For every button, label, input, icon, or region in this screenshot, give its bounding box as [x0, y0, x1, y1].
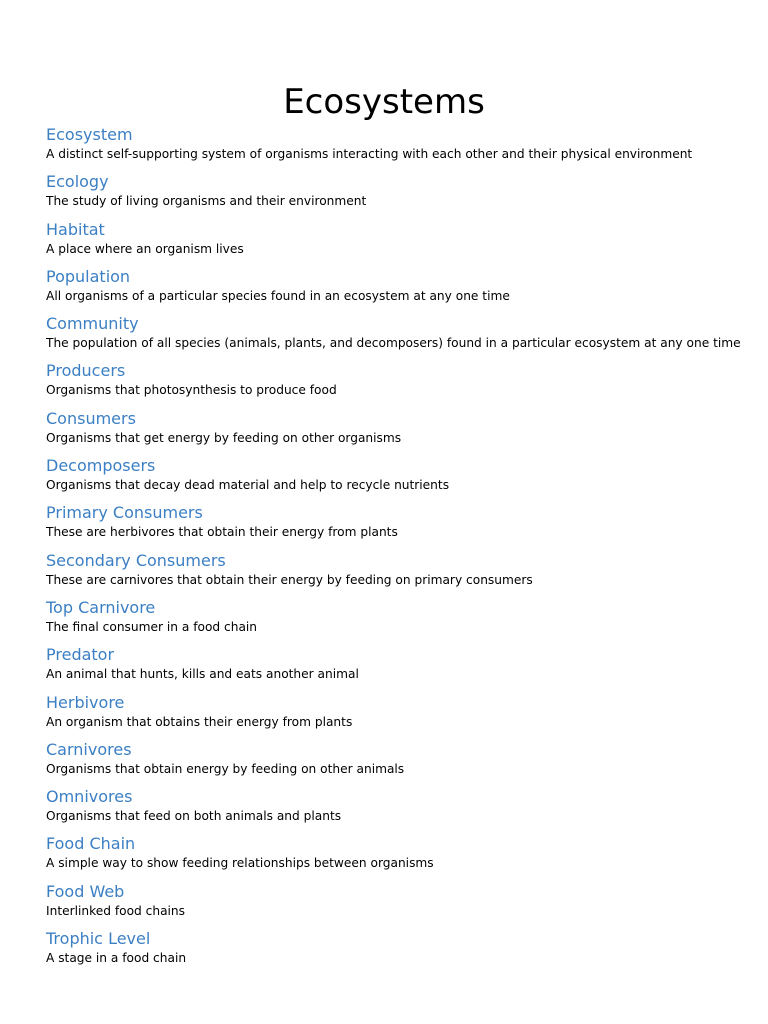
glossary-entry-ecosystem	[46, 125, 746, 172]
glossary-definition: Organisms that photosynthesis to produce food	[46, 383, 337, 398]
glossary-definition: The population of all species (animals, plants, and decomposers) found in a particular ecosystem at any one time	[46, 336, 741, 351]
glossary-term: Ecology	[46, 172, 109, 192]
glossary-entry-carnivores	[46, 740, 746, 787]
glossary-term: Food Chain	[46, 834, 136, 854]
glossary-entry-predator	[46, 645, 746, 692]
glossary-entry-decomposers	[46, 456, 746, 503]
glossary-term: Top Carnivore	[46, 597, 156, 617]
glossary-term: Ecosystem	[46, 125, 133, 144]
glossary-term: Decomposers	[46, 456, 156, 476]
glossary-entry-omnivores	[46, 787, 746, 834]
glossary-entry-top-carnivore	[46, 598, 746, 645]
glossary-definition: Organisms that obtain energy by feeding on other animals	[46, 761, 405, 776]
glossary-term: Consumers	[46, 408, 136, 428]
glossary-term: Community	[46, 314, 139, 334]
glossary-definition: Organisms that get energy by feeding on other organisms	[46, 430, 402, 445]
glossary-entry-producers	[46, 361, 746, 408]
glossary-definition: An organism that obtains their energy from plants	[46, 714, 353, 729]
glossary-entry-food-web	[46, 882, 746, 929]
glossary-definition: Organisms that feed on both animals and plants	[46, 809, 342, 824]
glossary-definition: A stage in a food chain	[46, 951, 187, 966]
glossary-entry-population	[46, 267, 746, 314]
glossary-definition: The study of living organisms and their environment	[46, 194, 367, 209]
glossary-term: Secondary Consumers	[46, 550, 226, 570]
glossary-term: Habitat	[46, 219, 105, 239]
glossary-entry-herbivore	[46, 693, 746, 740]
page-title: Ecosystems	[283, 82, 485, 122]
glossary-entry-consumers	[46, 409, 746, 456]
glossary-definition: All organisms of a particular species found in an ecosystem at any one time	[46, 288, 510, 303]
glossary-definition: A distinct self-supporting system of organisms interacting with each other and their physical environment	[46, 147, 693, 161]
glossary-entry-trophic-level	[46, 929, 746, 976]
glossary-entry-community	[46, 314, 746, 361]
glossary-entry-ecology	[46, 172, 746, 219]
glossary-definition: The final consumer in a food chain	[46, 619, 258, 634]
glossary-term: Food Web	[46, 881, 125, 901]
glossary-definition: Organisms that decay dead material and help to recycle nutrients	[46, 478, 450, 493]
glossary-term: Omnivores	[46, 787, 133, 807]
glossary-entry-primary-consumers	[46, 503, 746, 550]
glossary-entry-food-chain	[46, 834, 746, 881]
glossary-term: Trophic Level	[46, 929, 151, 949]
glossary-entry-habitat	[46, 220, 746, 267]
glossary-definition: An animal that hunts, kills and eats another animal	[46, 667, 359, 682]
glossary-term: Producers	[46, 361, 126, 381]
glossary-term: Population	[46, 266, 131, 286]
glossary-definition: Interlinked food chains	[46, 903, 186, 918]
glossary-term: Primary Consumers	[46, 503, 203, 523]
glossary-entry-secondary-consumers	[46, 551, 746, 598]
glossary-term: Predator	[46, 645, 115, 665]
glossary-definition: These are carnivores that obtain their energy by feeding on primary consumers	[46, 572, 533, 587]
glossary-term: Herbivore	[46, 692, 125, 712]
glossary-term: Carnivores	[46, 739, 132, 759]
glossary-definition: These are herbivores that obtain their energy from plants	[46, 525, 398, 540]
glossary-definition: A simple way to show feeding relationships between organisms	[46, 856, 434, 871]
glossary-definition: A place where an organism lives	[46, 241, 244, 256]
glossary-list	[46, 125, 746, 976]
